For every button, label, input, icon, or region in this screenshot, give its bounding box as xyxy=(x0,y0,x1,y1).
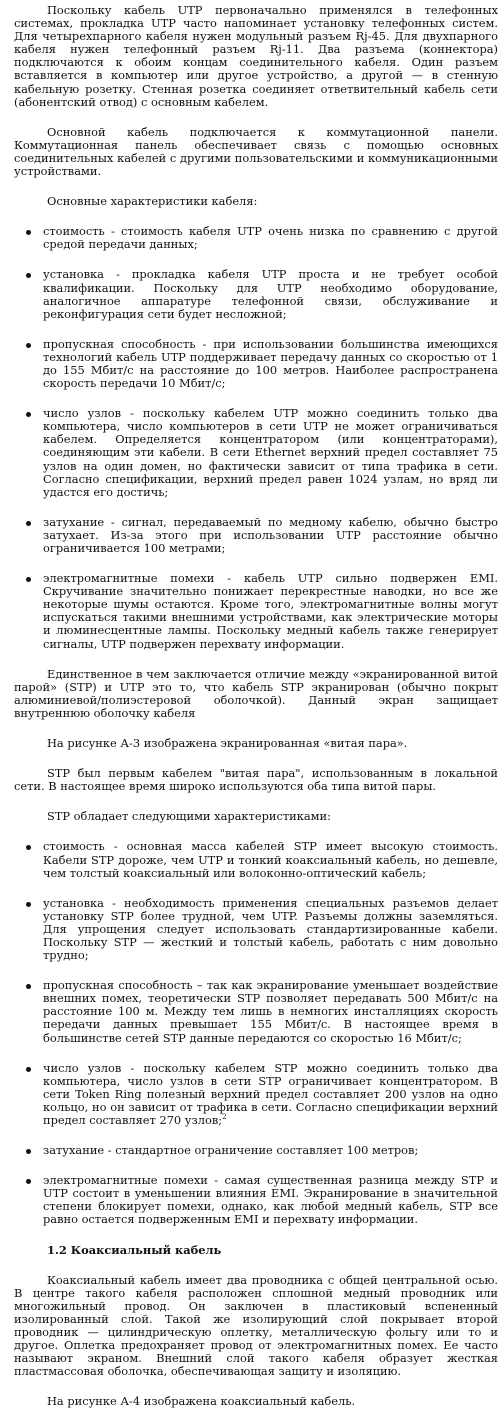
list-item: пропускная способность - при использовании большинства имеющихся технологий кабель UTP поддерживает передачу данных со скоростью от 1 до 155 Мбит/с на расстояние до 100 метров. Наиболее распространена скорость передачи 10 Мбит/с; xyxy=(43,336,498,391)
utp-characteristics-list xyxy=(14,225,498,650)
paragraph-main-cable: Основной кабель подключается к коммутационной панели. Коммутационная панель обеспечивает связь с помощью основных соединительных кабелей с другими пользовательскими и коммуникационными устройствами. xyxy=(14,124,498,179)
paragraph-figure-a3: На рисунке А-3 изображена экранированная «витая пара». xyxy=(47,736,408,751)
list-item: число узлов - поскольку кабелем UTP можно соединить только два компьютера, число компьютеров в сети UTP не может ограничиваться кабелем. Определяется концентратором (или концентраторами), соединяющим эти кабели. В сети Ethernet верхний предел составляет 75 узлов на один домен, но фактически зависит от типа трафика в сети. Согласно спецификации, верхний предел равен 1024 узлам, но вряд ли удастся его достичь; xyxy=(43,406,498,499)
list-item: затухание - сигнал, передаваемый по медному кабелю, обычно быстро затухает. Из-за этого при использовании UTP расстояние обычно ограничивается 100 метрами; xyxy=(43,514,498,555)
list-item: стоимость - основная масса кабелей STP имеет высокую стоимость. Кабели STP дороже, чем UTP и тонкий коаксиальный кабель, но дешевле, чем толстый коаксиальный или волоконно-оптический кабель; xyxy=(43,839,498,880)
paragraph-stp-history: STP был первым кабелем "витая пара", использованным в локальной сети. В настоящее время широко используются оба типа витой пары. xyxy=(14,766,498,794)
list-item: стоимость - стоимость кабеля UTP очень низка по сравнению с другой средой передачи данных; xyxy=(43,224,498,252)
paragraph-stp-difference: Единственное в чем заключается отличие между «экранированной витой парой» (STP) и UTP это то, что кабель STP экранирован (обычно покрыт алюминиевой/полиэстеровой оболочкой). Данный экран защищает внутреннюю оболочку кабеля xyxy=(14,666,498,720)
list-item-text: число узлов - поскольку кабелем STP можно соединить только два компьютера, число узлов в сети STP ограничивает концентратором. В сети Token Ring полезный верхний предел составляет 200 узлов на одно кольцо, но он зависит от трафика в сети. Согласно спецификации верхний предел составляет 270 узлов; xyxy=(43,1060,498,1127)
footnote-mark: 2 xyxy=(222,1113,227,1122)
stp-characteristics-list xyxy=(14,840,498,1226)
list-item: установка - необходимость применения специальных разъемов делает установку STP более трудной, чем UTP. Разъемы должны заземляться. Для упрощения следует использовать стандартизированные кабели. Поскольку STP — жесткий и толстый кабель, работать с ним довольно трудно; xyxy=(43,895,498,963)
paragraph-figure-a4: На рисунке А-4 изображена коаксиальный кабель. xyxy=(47,1394,356,1409)
list-item xyxy=(43,1062,498,1127)
list-item: электромагнитные помехи - кабель UTP сильно подвержен EMI. Скручивание значительно понижает перекрестные наводки, но все же некоторые шумы остаются. Кроме того, электромагнитные волны могут испускаться такими внешними устройствами, как электрические моторы и люминесцентные лампы. Поскольку медный кабель также генерирует сигналы, UTP подвержен перехвату информации. xyxy=(43,571,498,651)
list-item: пропускная способность – так как экранирование уменьшает воздействие внешних помех, теоретически STP позволяет передавать 500 Мбит/с на расстояние 100 м. Между тем лишь в немногих инсталляциях скорость передачи данных превышает 155 Мбит/с. В настоящее время в большинстве сетей STP данные передаются со скоростью 16 Мбит/с; xyxy=(43,978,498,1045)
list-item: установка - прокладка кабеля UTP проста и не требует особой квалификации. Поскольку для UTP необходимо оборудование, аналогичное аппаратуре телефонной связи, обслуживание и реконфигурация сети будет несложной; xyxy=(43,267,498,321)
paragraph-utp-characteristics-intro: Основные характеристики кабеля: xyxy=(47,194,258,209)
list-item: затухание - стандартное ограничение составляет 100 метров; xyxy=(43,1144,498,1157)
paragraph-stp-characteristics-intro: STP обладает следующими характеристиками: xyxy=(47,809,331,824)
section-heading: 1.2 Коаксиальный кабель xyxy=(47,1242,222,1257)
paragraph-utp-installation: Поскольку кабель UTP первоначально применялся в телефонных системах, прокладка UTP часто напоминает установку телефонных систем. Для четырехпарного кабеля нужен модульный разъем Rj-45. Для двухпарного кабеля нужен телефонный разъем Rj-11. Два разъема (коннектора) подключаются к обоим концам соединительного кабеля. Один разъем вставляется в компьютер или другое устройство, а другой — в стенную кабельную розетку. Стенная розетка соединяет ответвительный кабель сети (абонентский отвод) с основным кабелем. xyxy=(14,3,498,109)
paragraph-coaxial-description: Коаксиальный кабель имеет два проводника с общей центральной осью. В центре такого кабеля расположен сплошной медный проводник или многожильный провод. Он заключен в пластиковый вспененный изолированный слой. Такой же изолирующий слой покрывает второй проводник — цилиндрическую оплетку, металлическую фольгу или то и другое. Оплетка предохраняет провод от электромагнитных помех. Ее часто называют экраном. Внешний слой такого кабеля образует жесткая пластмассовая оболочка, обеспечивающая защиту и изоляцию. xyxy=(14,1272,498,1379)
list-item: электромагнитные помехи - самая существенная разница между STP и UTP состоит в уменьшении влияния EMI. Экранирование в значительной степени блокирует помехи, однако, как любой медный кабель, STP все равно остается подверженным EMI и перехвату информации. xyxy=(43,1173,498,1227)
